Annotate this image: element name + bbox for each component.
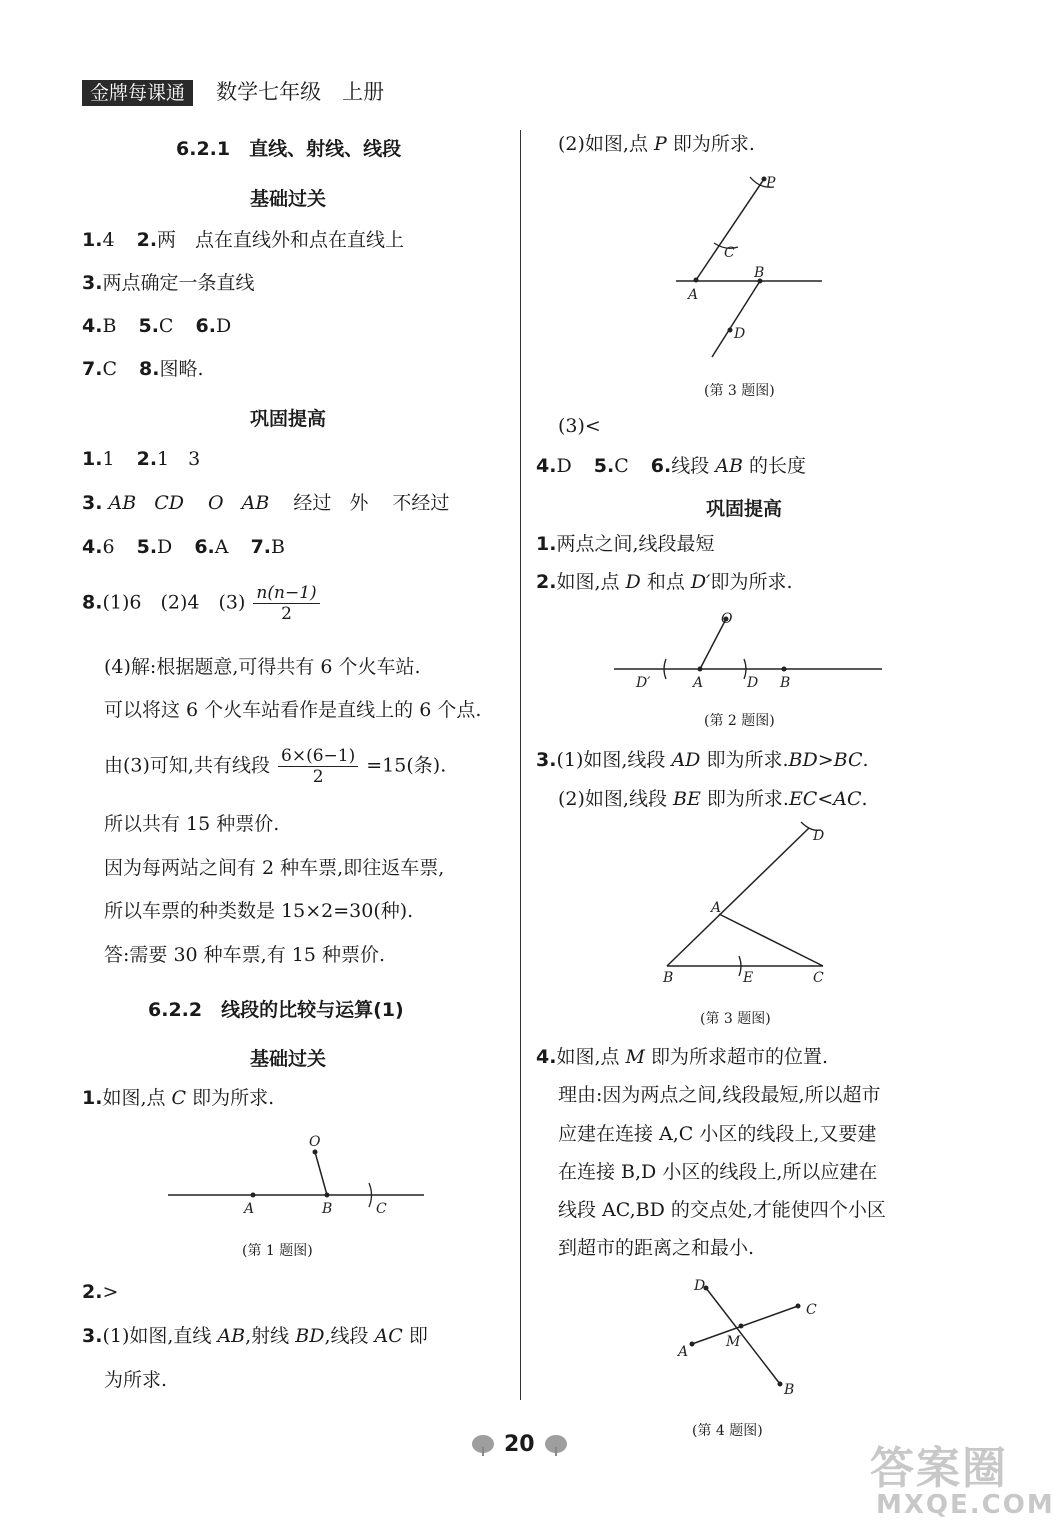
answer-line: 4.6 5.D 6.A 7.B [82,536,285,558]
label-O: O [721,611,733,627]
label-C: C [813,970,824,986]
label-M: M [726,1334,741,1350]
label-B: B [663,970,674,986]
figure-1-caption: (第 1 题图) [242,1243,313,1259]
watermark-url: MXQE.COM [876,1490,1055,1520]
answer-line-fraction: 8.(1)6 (2)4 (3) $\frac{n(n-1)}{2}$ [82,583,322,624]
page-header [82,78,384,105]
answer-line: 1.4 2.两 点在直线外和点在直线上 [82,229,405,251]
label-D: D [694,1278,706,1294]
text-line: 可以将这 6 个火车站看作是直线上的 6 个点. [104,699,482,721]
text-line: 线段 AC,BD 的交点处,才能使四个小区 [558,1199,886,1221]
answer-line: 2.如图,点 D 和点 D′即为所求. [536,571,793,593]
text-line: 在连接 B,D 小区的线段上,所以应建在 [558,1161,878,1183]
answer-line: (2)如图,点 P 即为所求. [558,133,755,155]
figure-4-caption: (第 4 题图) [692,1423,763,1439]
book-title: 数学七年级 上册 [216,80,385,104]
text-line: 答:需要 30 种车票,有 15 种票价. [104,944,385,966]
figure-1 [160,1128,440,1228]
label-A: A [688,287,699,303]
text-line: 因为每两站之间有 2 种车票,即往返车票, [104,857,445,879]
answer-line: 4.B 5.C 6.D [82,315,232,337]
text-line: (3)< [558,415,601,437]
label-B: B [784,1382,795,1398]
answer-line: 4.如图,点 M 即为所求超市的位置. [536,1046,829,1068]
label-E: E [743,970,754,986]
text-line: 为所求. [104,1369,168,1391]
subheading-improve: 巩固提高 [250,408,327,430]
text-line: 所以共有 15 种票价. [104,813,280,835]
figure-3b [655,822,845,992]
label-A: A [711,900,722,916]
figure-3b-caption: (第 3 题图) [700,1011,771,1027]
answer-line: 3.(1)如图,直线 AB,射线 BD,线段 AC 即 [82,1325,428,1347]
answer-line: 2.> [82,1281,119,1303]
label-A: A [678,1344,689,1360]
figure-2 [610,605,890,695]
answer-line: 1.1 2.1 3 [82,448,201,470]
figure-3a [660,165,840,365]
brand-logo: 金牌每课通 [82,80,193,106]
answer-line: 1.如图,点 C 即为所求. [82,1087,275,1109]
leaf-icon [470,1433,496,1457]
label-B: B [780,675,791,691]
answer-line: 1.两点之间,线段最短 [536,533,715,555]
answer-line: 3. AB CD O AB 经过 外 不经过 [82,492,450,514]
figure-2-caption: (第 2 题图) [704,713,775,729]
text-line: 应建在连接 A,C 小区的线段上,又要建 [558,1123,877,1145]
page-number: 20 [470,1432,569,1457]
answer-line: (2)如图,线段 BE 即为所求.EC<AC. [558,788,868,810]
subheading-basic: 基础过关 [250,188,327,210]
answer-line: 4.D 5.C 6.线段 AB 的长度 [536,455,807,477]
label-D: D [813,828,825,844]
label-C: C [376,1201,387,1217]
label-C: C [724,245,735,261]
text-line-fraction: 由(3)可知,共有线段 $\frac{6\times(6-1)}{2}$ =15(条). [104,746,447,787]
answer-line: 3.两点确定一条直线 [82,272,255,294]
text-line: 所以车票的种类数是 15×2=30(种). [104,900,414,922]
label-P: P [766,175,776,191]
subheading-basic-2: 基础过关 [250,1048,327,1070]
subheading-improve-2: 巩固提高 [706,498,783,520]
section-heading-6-2-2: 6.2.2 线段的比较与运算(1) [148,999,404,1021]
label-D: D [734,326,746,342]
column-divider [520,130,521,1400]
label-O: O [309,1134,321,1150]
text-line: 理由:因为两点之间,线段最短,所以超市 [558,1084,881,1106]
label-C: C [806,1302,817,1318]
label-A: A [244,1201,255,1217]
label-A: A [693,675,704,691]
text-line: 到超市的距离之和最小. [558,1237,755,1259]
label-B: B [322,1201,333,1217]
figure-4 [672,1270,832,1400]
text-line: (4)解:根据题意,可得共有 6 个火车站. [104,656,421,678]
section-heading-6-2-1: 6.2.1 直线、射线、线段 [176,138,402,160]
leaf-icon [543,1433,569,1457]
label-D-prime: D′ [636,675,651,691]
figure-3a-caption: (第 3 题图) [704,383,775,399]
answer-line: 3.(1)如图,线段 AD 即为所求.BD>BC. [536,749,869,771]
answer-line: 7.C 8.图略. [82,358,204,380]
label-D: D [747,675,759,691]
label-B: B [754,265,765,281]
watermark-logo: 答案圈 [870,1443,1008,1494]
